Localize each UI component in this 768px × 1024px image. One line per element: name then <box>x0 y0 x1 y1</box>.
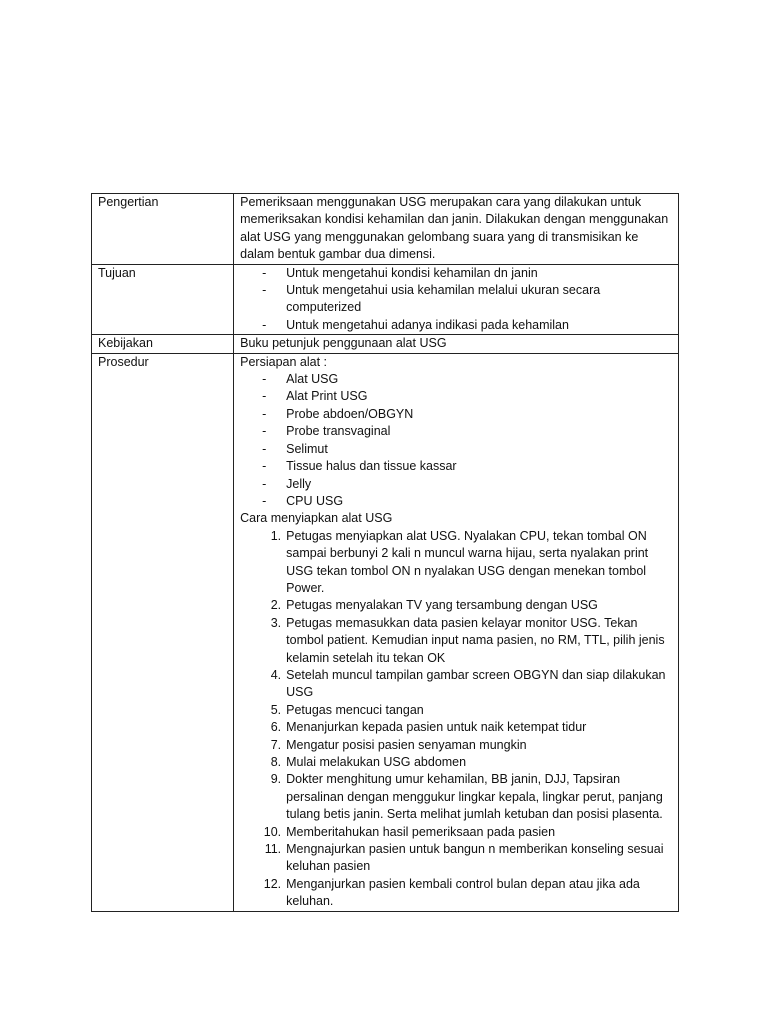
list-item <box>240 876 672 911</box>
tujuan-item-text: Untuk mengetahui adanya indikasi pada kehamilan <box>286 317 569 332</box>
row-pengertian <box>92 194 679 265</box>
list-item <box>240 841 672 876</box>
step-text: Petugas menyalakan TV yang tersambung dengan USG <box>286 598 598 613</box>
list-item <box>240 265 672 282</box>
step-number: 5. <box>270 702 282 717</box>
step-text: Mengnajurkan pasien untuk bangun n memberikan konseling sesuai keluhan pasien <box>286 842 664 874</box>
persiapan-list <box>240 371 672 510</box>
persiapan-item-text: Probe abdoen/OBGYN <box>286 406 414 421</box>
tujuan-item-text: Untuk mengetahui usia kehamilan melalui ukuran secara computerized <box>286 283 601 315</box>
list-item <box>240 317 672 334</box>
step-number: 11. <box>264 842 282 857</box>
list-item <box>240 597 672 614</box>
pengertian-text: Pemeriksaan menggunakan USG merupakan cara yang dilakukan untuk memeriksakan kondisi kehamilan dan janin. Dilakukan dengan menggunakan alat USG yang menggunakan gelombang suara yang di transmisikan ke dalam bentuk gambar dua dimensi. <box>234 194 679 265</box>
persiapan-item-text: Alat Print USG <box>286 389 368 404</box>
persiapan-item-text: Selimut <box>286 441 328 456</box>
dash-marker: - <box>262 283 267 298</box>
dash-marker: - <box>262 406 267 421</box>
tujuan-list <box>240 265 672 335</box>
dash-marker: - <box>262 459 267 474</box>
step-number: 1. <box>270 528 282 543</box>
prosedur-cell <box>234 353 679 911</box>
persiapan-item-text: CPU USG <box>286 493 344 508</box>
persiapan-heading: Persiapan alat : <box>240 354 327 369</box>
list-item <box>240 719 672 736</box>
persiapan-item-text: Alat USG <box>286 372 339 387</box>
list-item <box>240 458 672 475</box>
row-tujuan <box>92 264 679 335</box>
list-item <box>240 702 672 719</box>
step-text: Petugas memasukkan data pasien kelayar monitor USG. Tekan tombol patient. Kemudian input nama pasien, no RM, TTL, pilih jenis kelamin setelah itu tekan OK <box>286 615 665 665</box>
list-item <box>240 824 672 841</box>
step-number: 3. <box>270 615 282 630</box>
dash-marker: - <box>262 476 267 491</box>
list-item <box>240 406 672 423</box>
steps-list <box>240 528 672 911</box>
list-item <box>240 737 672 754</box>
step-text: Menganjurkan pasien kembali control bulan depan atau jika ada keluhan. <box>286 876 640 909</box>
sop-table <box>91 193 679 912</box>
list-item <box>240 754 672 771</box>
label-pengertian: Pengertian <box>92 194 234 265</box>
persiapan-item-text: Tissue halus dan tissue kassar <box>286 459 457 474</box>
row-kebijakan <box>92 335 679 353</box>
kebijakan-text: Buku petunjuk penggunaan alat USG <box>234 335 679 353</box>
row-prosedur <box>92 353 679 911</box>
list-item <box>240 528 672 598</box>
label-kebijakan: Kebijakan <box>92 335 234 353</box>
step-text: Menanjurkan kepada pasien untuk naik ketempat tidur <box>286 720 587 735</box>
label-tujuan: Tujuan <box>92 264 234 335</box>
step-number: 8. <box>270 755 282 769</box>
dash-marker: - <box>262 389 267 404</box>
step-text: Mengatur posisi pasien senyaman mungkin <box>286 737 527 752</box>
list-item <box>240 615 672 667</box>
dash-marker: - <box>262 441 267 456</box>
label-prosedur: Prosedur <box>92 353 234 911</box>
list-item <box>240 423 672 440</box>
step-text: Memberitahukan hasil pemeriksaan pada pasien <box>286 824 556 839</box>
step-number: 12. <box>263 876 282 891</box>
dash-marker: - <box>262 265 267 280</box>
list-item <box>240 441 672 458</box>
step-number: 4. <box>270 667 282 682</box>
step-number: 6. <box>270 720 282 735</box>
persiapan-item-text: Jelly <box>286 476 312 491</box>
tujuan-item-text: Untuk mengetahui kondisi kehamilan dn janin <box>286 265 538 280</box>
step-text: Petugas menyiapkan alat USG. Nyalakan CPU, tekan tombal ON sampai berbunyi 2 kali n muncul warna hijau, serta nyalakan print USG tekan tombol ON n nyalakan USG dengan menekan tombol Power. <box>286 528 649 595</box>
step-number: 7. <box>270 737 282 752</box>
persiapan-item-text: Probe transvaginal <box>286 424 391 439</box>
step-number: 2. <box>270 598 282 613</box>
step-number: 9. <box>270 772 282 787</box>
step-text: Setelah muncul tampilan gambar screen OBGYN dan siap dilakukan USG <box>286 667 666 700</box>
cara-heading: Cara menyiapkan alat USG <box>240 511 393 526</box>
step-text: Mulai melakukan USG abdomen <box>286 755 467 769</box>
list-item <box>240 388 672 405</box>
list-item <box>240 282 672 317</box>
step-text: Petugas mencuci tangan <box>286 702 424 717</box>
list-item <box>240 771 672 823</box>
tujuan-cell <box>234 264 679 335</box>
list-item <box>240 371 672 388</box>
list-item <box>240 476 672 493</box>
dash-marker: - <box>262 372 267 387</box>
step-text: Dokter menghitung umur kehamilan, BB janin, DJJ, Tapsiran persalinan dengan menggukur lingkar kepala, lingkar perut, panjang tulang betis janin. Serta melihat jumlah ketuban dan posisi plasenta. <box>286 772 663 822</box>
list-item <box>240 493 672 510</box>
list-item <box>240 667 672 702</box>
dash-marker: - <box>262 317 267 332</box>
dash-marker: - <box>262 493 267 508</box>
step-number: 10. <box>263 824 282 839</box>
dash-marker: - <box>262 424 267 439</box>
